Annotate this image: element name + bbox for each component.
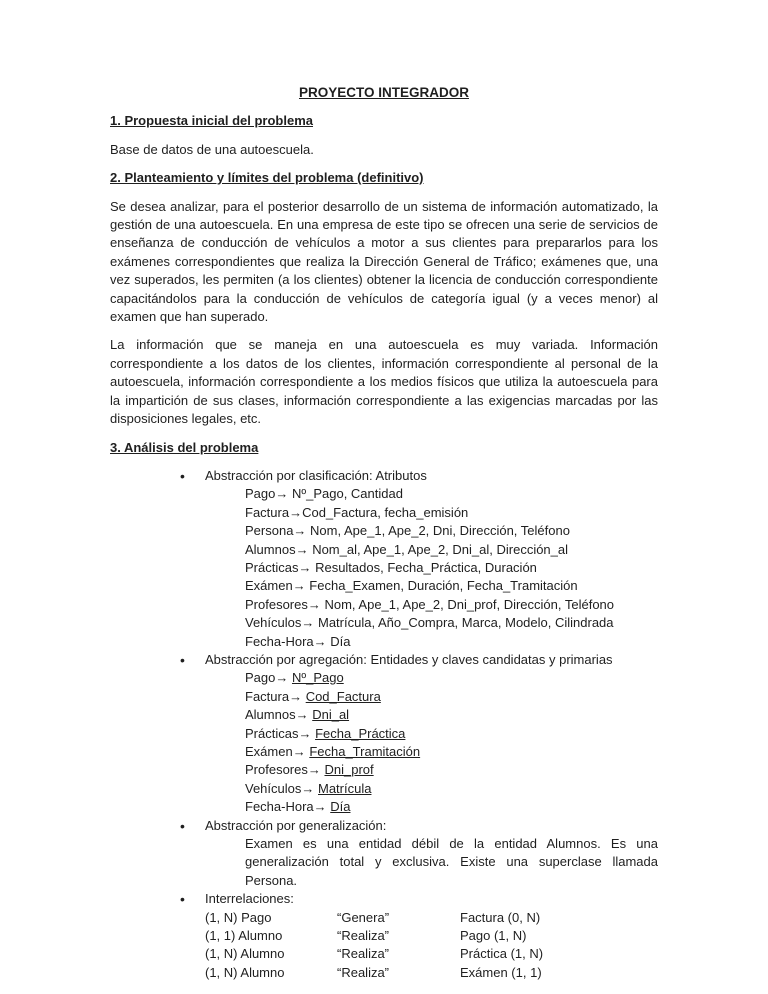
key-prefix: Vehículos→ <box>245 780 318 796</box>
relation-verb: “Realiza” <box>337 928 390 944</box>
relation-row <box>205 945 658 963</box>
primary-key: Matrícula <box>318 780 372 796</box>
bullet-generalizacion-label: • Abstracción por generalización: <box>110 817 658 835</box>
key-line-practicas <box>245 725 658 743</box>
primary-key: Fecha_Práctica <box>315 725 406 741</box>
relation-verb: “Realiza” <box>337 946 390 962</box>
section1-heading: 1. Propuesta inicial del problema <box>110 113 314 129</box>
relation-verb: “Realiza” <box>337 964 390 980</box>
relation-right: Pago (1, N) <box>460 928 527 944</box>
relation-left: (1, 1) Alumno <box>205 928 283 944</box>
relation-row <box>205 964 658 982</box>
attribute-line-fecha-hora: Fecha-Hora→ Día <box>245 633 351 649</box>
key-prefix: Pago→ <box>245 670 292 686</box>
key-line-profesores <box>245 761 658 779</box>
generalizacion-body: Examen es una entidad débil de la entidad Alumnos. Es una generalización total y exclusiva. Existe una superclase llamada Persona. <box>245 836 658 888</box>
bullet-agregacion-label: • Abstracción por agregación: Entidades y claves candidatas y primarias <box>110 651 658 669</box>
attribute-line-profesores: Profesores→ Nom, Ape_1, Ape_2, Dni_prof, Dirección, Teléfono <box>245 596 615 612</box>
attribute-line-practicas: Prácticas→ Resultados, Fecha_Práctica, Duración <box>245 559 537 575</box>
attribute-line-alumnos: Alumnos→ Nom_al, Ape_1, Ape_2, Dni_al, Dirección_al <box>245 541 569 557</box>
key-prefix: Fecha-Hora→ <box>245 799 331 815</box>
relation-verb: “Genera” <box>337 909 390 925</box>
key-line-pago <box>245 669 658 687</box>
relation-right: Práctica (1, N) <box>460 946 544 962</box>
section2-paragraph-2: La información que se maneja en una autoescuela es muy variada. Información correspondiente a los datos de los clientes, información correspondiente al personal de la autoescuela, información correspondiente a los medios físicos que utiliza la autoescuela para la impartición de sus clases, información correspondiente a las exigencias marcadas por las disposiciones legales, etc. <box>110 337 658 427</box>
key-line-alumnos <box>245 706 658 724</box>
key-line-vehiculos <box>245 780 658 798</box>
attribute-line-pago: Pago→ Nº_Pago, Cantidad <box>245 486 403 502</box>
relation-right: Exámen (1, 1) <box>460 964 542 980</box>
bullet-item-clasificacion <box>110 467 658 651</box>
key-prefix: Profesores→ <box>245 762 325 778</box>
document-title: PROYECTO INTEGRADOR <box>298 85 469 100</box>
bullet-interrelaciones-label: • Interrelaciones: <box>110 890 658 908</box>
primary-key: Día <box>330 799 351 815</box>
relation-row <box>205 909 658 927</box>
attribute-line-persona: Persona→ Nom, Ape_1, Ape_2, Dni, Dirección, Teléfono <box>245 523 570 539</box>
section2-heading: 2. Planteamiento y límites del problema (definitivo) <box>110 170 424 186</box>
bullet-item-interrelaciones <box>110 890 658 982</box>
relation-left: (1, N) Alumno <box>205 946 285 962</box>
key-prefix: Prácticas→ <box>245 725 316 741</box>
section1-paragraph: Base de datos de una autoescuela. <box>110 141 314 157</box>
bullet-item-generalizacion <box>110 817 658 891</box>
key-line-factura <box>245 688 658 706</box>
bullet-item-agregacion <box>110 651 658 817</box>
attribute-line-factura: Factura→Cod_Factura, fecha_emisión <box>245 504 469 520</box>
key-line-fecha-hora <box>245 798 658 816</box>
section2-paragraph-1: Se desea analizar, para el posterior desarrollo de un sistema de información automatizado, la gestión de una autoescuela. En una empresa de este tipo se ofrecen una serie de servicios de enseñanza de conducción de vehículos a motor a sus clientes para prepararlos para los exámenes correspondientes que realiza la Dirección General de Tráfico; exámenes que, una vez superados, les permiten (a los clientes) obtener la licencia de conducción correspondiente capacitándolos para la conducción de vehículos de categoría igual (y a veces menor) al examen que han superado. <box>110 198 658 325</box>
primary-key: Cod_Factura <box>305 688 381 704</box>
primary-key: Nº_Pago <box>291 670 344 686</box>
attribute-line-examen: Exámen→ Fecha_Examen, Duración, Fecha_Tramitación <box>245 578 578 594</box>
section3-heading: 3. Análisis del problema <box>110 439 259 455</box>
primary-key: Dni_prof <box>324 762 374 778</box>
key-prefix: Factura→ <box>245 688 306 704</box>
relation-left: (1, N) Alumno <box>205 964 285 980</box>
analysis-bullet-list <box>110 467 658 982</box>
bullet-clasificacion-label: • Abstracción por clasificación: Atributos <box>110 467 658 485</box>
key-line-examen <box>245 743 658 761</box>
primary-key: Fecha_Tramitación <box>309 744 421 759</box>
relation-row <box>205 927 658 945</box>
primary-key: Dni_al <box>312 707 350 723</box>
key-prefix: Alumnos→ <box>245 707 313 723</box>
relation-right: Factura (0, N) <box>460 909 541 925</box>
key-prefix: Exámen→ <box>245 744 310 759</box>
relation-left: (1, N) Pago <box>205 909 272 925</box>
attribute-line-vehiculos: Vehículos→ Matrícula, Año_Compra, Marca, Modelo, Cilindrada <box>245 615 614 631</box>
